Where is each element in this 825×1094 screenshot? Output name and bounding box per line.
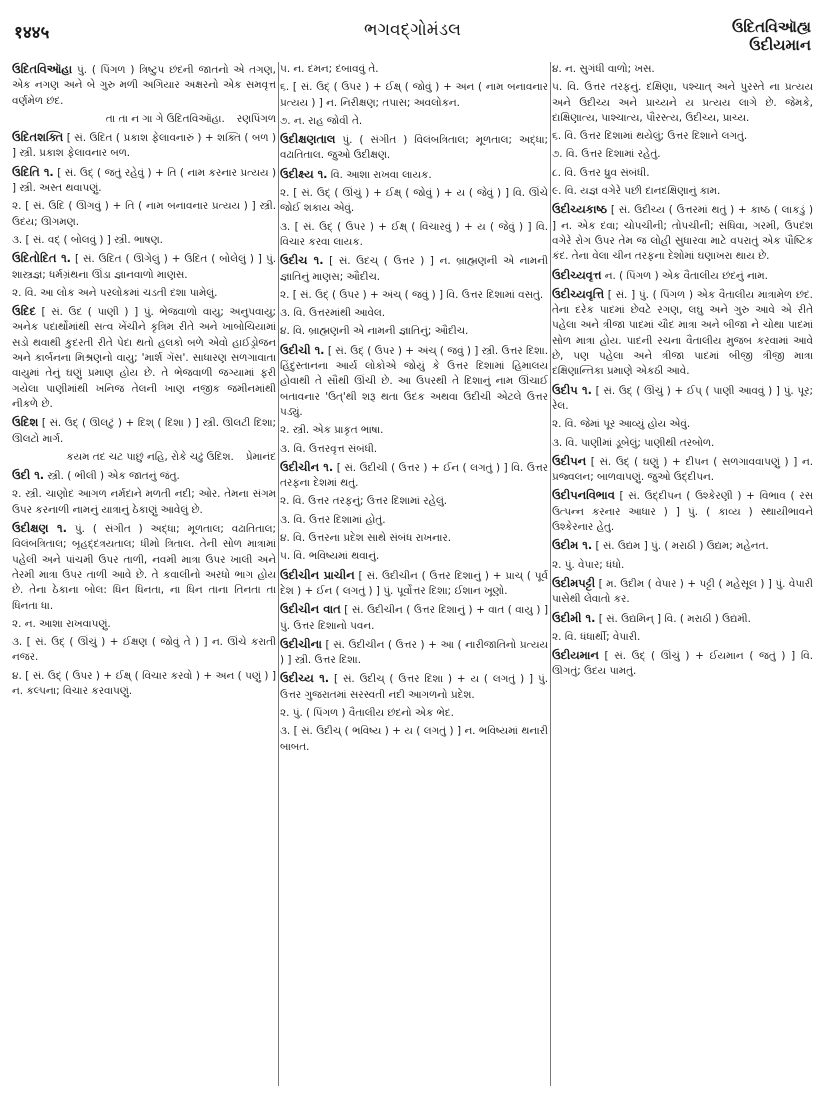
dictionary-entry bbox=[12, 251, 276, 283]
definition-text: ૩. વિ. ઉત્તરવૃત્ત સંબંધી. bbox=[280, 442, 378, 455]
headword: ઉદીચ્યવૃત્તિ bbox=[552, 286, 605, 301]
sense-entry bbox=[12, 487, 276, 518]
sense-entry bbox=[280, 549, 548, 564]
headword: ઉદીક્ષ્ય ૧. bbox=[280, 166, 328, 181]
definition-text: [ સં. ઉદ્ ( ઊંચું ) + ઈપ્ ( પાણી આવવું ) ] પું. પૂર; રેલ. bbox=[552, 384, 813, 412]
column-2 bbox=[280, 62, 548, 1086]
guide-word-last: ઉદીયમાન bbox=[749, 36, 811, 54]
sense-entry bbox=[12, 635, 276, 666]
sense-entry bbox=[552, 80, 813, 126]
headword: ઉદીક્ષણતાલ bbox=[280, 132, 336, 147]
dictionary-entry bbox=[280, 253, 548, 285]
definition-text: [ સં. ઉદિત ( ઊગેલું ) + ઉદિત ( બોલેલું ) ] પું. શાસ્ત્રજ્ઞ; ધર્મગ્રંથના ઊંડા જ્ઞાનવાળો માણસ. bbox=[12, 253, 276, 281]
dictionary-entry bbox=[12, 521, 276, 614]
dictionary-entry bbox=[280, 132, 548, 164]
headword: ઉદીપનવિભાવ bbox=[552, 488, 615, 503]
dictionary-entry bbox=[12, 130, 276, 162]
definition-text: ૪. [ સં. ઉદ્ ( ઉપર ) + ઈક્ષ્ ( વિચાર કરવો ) + અન ( પણું ) ] ન. કલ્પના; વિચાર કરવાપણું. bbox=[12, 669, 276, 697]
dictionary-entry bbox=[552, 648, 813, 680]
column-1 bbox=[12, 62, 276, 1086]
headword: ઉદીચીન પ્રાચીન bbox=[280, 567, 355, 582]
definition-text: ૪. ન. સુગંધી વાળો; ખસ. bbox=[552, 63, 655, 75]
sense-entry bbox=[280, 706, 548, 721]
definition-text: ૨. [ સં. ઉદ્ ( ઊંચું ) + ઈક્ષ્ ( જોવું ) + ય ( જેવું ) ] વિ. ઊંચે જોઈ શકાય એવું. bbox=[280, 187, 548, 215]
sense-entry bbox=[280, 80, 548, 111]
definition-text: ૩. વિ. ઉત્તરમાંથી આવેલ. bbox=[280, 307, 386, 320]
definition-text: [ સં. ઉદ્ ( ઊંચું ) + ઈયમાન ( જતું ) ] વિ. ઊગતું; ઉદય પામતું. bbox=[552, 650, 813, 678]
definition-text: ૫. વિ. ભવિષ્યમાં થવાનું. bbox=[280, 550, 380, 563]
dictionary-entry bbox=[280, 167, 548, 183]
headword: ઉદીમી ૧. bbox=[552, 610, 596, 625]
headword: ઉદીચ્યકાષ્ઠ bbox=[552, 202, 608, 217]
column-3 bbox=[552, 62, 813, 1086]
definition-text: ૩. [ સં. વદ્ ( બોલવું ) ] સ્ત્રી. ભાષણ. bbox=[12, 233, 163, 246]
definition-text: વિ. આશા રાખવા લાયક. bbox=[327, 168, 432, 181]
dictionary-entry bbox=[280, 460, 548, 492]
headword: ઉદીચી ૧. bbox=[280, 342, 325, 357]
headword: ઉદીપ ૧. bbox=[552, 382, 592, 397]
dictionary-entry bbox=[552, 488, 813, 535]
headword: ઉદીચ ૧. bbox=[280, 253, 324, 268]
headword: ઉદિતિ ૧. bbox=[12, 164, 54, 179]
headword: ઉદિદ bbox=[12, 304, 36, 319]
definition-text: પું. ( સંગીત ) અદ્ધા; મૂળતાલ; વઢાતિતાલ; વિલંબત્રિતાલ; બૃહદ્દત્રયતાલ; ધીમો ત્રિતાલ. તેની સોળ માત્રામાં પહેલી અને પાંચમી ઉપર તાળી, નવમી માત્રા ઉપર ખાલી અને તેરમી માત્રા ઉપર તાળી આવે છે. તે કવાલીનો અરધો ભાગ હોય છે. તેના ઠેકાના બોલ: ધિન ધિનતા, ના ધિન તાના તિનતા તા ધિનતા ધા. bbox=[12, 523, 276, 612]
definition-text: ૨. વિ. જેમાં પૂર આવ્યું હોય એવું. bbox=[552, 418, 691, 431]
sense-entry bbox=[12, 617, 276, 632]
definition-text: [ સં. ઉદ્ ( ઉપર ) + અંચ્ ( જવું ) ] સ્ત્રી. ઉત્તર દિશા. હિંદુસ્તાનના આર્ય લોકોએ જોયું કે ઉત્તર દિશામાં હિમાલય હોવાથી તે સૌથી ઊંચી છે. આ ઉપરથી તે દિશાનું નામ ઊંચાઈ બતાવનાર 'ઉત્'થી શરૂ થતા ઉદક અથવા ઉદીચી એટલે ઉત્તર પડ્યું. bbox=[280, 344, 548, 418]
sense-entry bbox=[280, 324, 548, 339]
definition-text: [ સં. ઉદિત ( પ્રકાશ ફેલાવનારું ) + શક્તિ ( બળ ) ] સ્ત્રી. પ્રકાશ ફેલાવનાર બળ. bbox=[12, 132, 276, 160]
dictionary-entry bbox=[280, 671, 548, 703]
definition-text: ૫. ન. દમન; દબાવવું તે. bbox=[280, 63, 379, 75]
dictionary-entry bbox=[552, 454, 813, 486]
definition-text: ૯. વિ. યજ્ઞ વગેરે પછી દાનદક્ષિણાનું કામ. bbox=[552, 185, 721, 198]
sense-entry bbox=[280, 423, 548, 438]
guide-word-first: ઉદિતવિઑહ્ય bbox=[732, 18, 811, 36]
quote-text: તા તા ન ગા ગે ઉદિતવિઑહા. bbox=[105, 112, 225, 125]
sense-entry bbox=[280, 220, 548, 251]
definition-text: ૩. [ સં. ઉદ્ ( ઊંચું ) + ઈક્ષણ ( જોવું તે ) ] ન. ઊંચે કરાતી નજર. bbox=[12, 636, 276, 664]
dictionary-entry bbox=[12, 62, 276, 109]
sense-entry bbox=[12, 286, 276, 301]
definition-text: [ સં. ઉદીચ્ય ( ઉત્તરમાં થતું ) + કાષ્ઠ ( લાકડું ) ] ન. એક દવા; ચોપચીની; તોપચીની; સંધિવા, ગરમી, ઉપદંશ વગેરે રોગ ઉપર તેમ જ લોહી સુધારવા માટે વપરાતું એક પૌષ્ટિક કંદ. તેના વેલા ચીન તરફના દેશોમાં ઘણાખરા થાય છે. bbox=[552, 204, 813, 263]
headword: ઉદીચીના bbox=[280, 636, 322, 651]
headword: ઉદી ૧. bbox=[12, 468, 45, 483]
definition-text: [ સં. ઉદ્યમિન્ ] વિ. ( મરાઠી ) ઉદ્યમી. bbox=[595, 612, 751, 625]
definition-text: ૭. વિ. ઉત્તર દિશામાં રહેતું. bbox=[552, 148, 661, 161]
dictionary-entry bbox=[552, 287, 813, 380]
definition-text: ૫. વિ. ઉત્તર તરફનું. દક્ષિણા, પશ્ચાત્ અને પુરસ્તે ના પ્રત્યય અને ઉદીચ્ય અને પ્રાચ્યને ય પ્રત્યય લાગે છે. જેમકે, દાક્ષિણાત્ય, પાશ્ચાત્ય, પૌરસ્ત્ય, ઉદીચ્ય, પ્રાચ્ય. bbox=[552, 81, 813, 124]
sense-entry bbox=[280, 114, 548, 129]
definition-text: ૨. ન. આશા રાખવાપણું. bbox=[12, 617, 111, 630]
dictionary-entry bbox=[280, 637, 548, 669]
definition-text: ૨. વિ. આ લોક અને પરલોકમાં ચડતી દશા પામેલું. bbox=[12, 286, 218, 299]
headword: ઉદીચીન વાત bbox=[280, 602, 341, 617]
quote-text: કયમ તદ ચટ પાછું નહિ, રોકે ચઢું ઉદિશ. bbox=[66, 450, 234, 463]
definition-text: સ્ત્રી. ( ભીલી ) એક જાતનું જંતુ. bbox=[44, 470, 180, 483]
headword: ઉદિતોદિત ૧. bbox=[12, 251, 71, 266]
definition-text: ૩. વિ. પાણીમાં ડૂબેલું; પાણીથી તરબોળ. bbox=[552, 436, 715, 449]
dictionary-entry bbox=[12, 468, 276, 484]
definition-text: [ મ. ઉદીમ ( વેપાર ) + પટ્ટી ( મહેસૂલ ) ] પું. વેપારી પાસેથી લેવાતો કર. bbox=[552, 577, 813, 606]
guide-words bbox=[732, 18, 811, 54]
definition-text: [ સં. ઉદીચી ( ઉત્તર ) + ઈન ( લગતું ) ] વિ. ઉત્તર તરફના દેશમાં થતું. bbox=[280, 461, 548, 490]
sense-entry bbox=[552, 436, 813, 451]
definition-text: [ સં. ઉદીચીન ( ઉત્તર દિશાનું ) + પ્રાચ્ ( પૂર્વ દેશ ) + ઈન ( લગતું ) ] પું. પૂર્વોત્તર દિશા; ઈશાન ખૂણો. bbox=[280, 569, 548, 597]
sense-entry bbox=[12, 669, 276, 700]
headword: ઉદીમપટ્ટી bbox=[552, 575, 596, 590]
definition-text: ૨. વિ. ઉત્તર તરફનું; ઉત્તર દિશામાં રહેલું. bbox=[280, 495, 448, 508]
definition-text: પું. ( સંગીત ) વિલંબત્રિતાલ; મૂળતાલ; અદ્ધા; વઢાતિતાલ. જુઓ ઉદીક્ષણ. bbox=[280, 134, 548, 162]
definition-text: ૮. વિ. ઉત્તર ધ્રુવ સંબંધી. bbox=[552, 166, 650, 179]
dictionary-entry bbox=[552, 268, 813, 284]
definition-text: ૨. પું. ( પિંગળ ) વૈતાલીય છંદનો એક ભેદ. bbox=[280, 706, 454, 719]
definition-text: [ સં. ઉદ્ ( ઘણું ) + દીપન ( સળગાવવાપણું ) ] ન. પ્રજ્વલન; બાળવાપણું. જુઓ ઉદ્દીપન. bbox=[552, 455, 813, 484]
definition-text: [ સં. ઉદ્ ( ઊલટું ) + દિશ્ ( દિશા ) ] સ્ત્રી. ઊલટી દિશા; ઊલટો માર્ગ. bbox=[12, 417, 276, 445]
quote-source: રણપિંગળ bbox=[236, 112, 276, 125]
book-title: ભગવદ્ગોમંડલ bbox=[364, 20, 461, 40]
headword: ઉદિશ bbox=[12, 415, 39, 430]
definition-text: [ સં. ઉદ્ ( જતું રહેવું ) + તિ ( નામ કરનાર પ્રત્યય ) ] સ્ત્રી. અસ્ત થવાપણું. bbox=[12, 166, 276, 195]
sense-entry bbox=[552, 184, 813, 199]
dictionary-entry bbox=[280, 568, 548, 600]
definition-text: ૨. પું. વેપાર; ધંધો. bbox=[552, 558, 625, 571]
definition-text: ૨. સ્ત્રી. ચાણોદ આગળ નર્મદાને મળતી નદી; ઓર. તેમના સંગમ ઉપર કરનાળી નામનું યાત્રાનું ઠેકાણું આવેલું છે. bbox=[12, 488, 276, 516]
dictionary-entry bbox=[552, 576, 813, 608]
definition-text: ૩. [ સં. ઉદીચ્ ( ભવિષ્ય ) + ય ( લગતું ) ] ન. ભવિષ્યમાં થનારી બાબત. bbox=[280, 725, 548, 753]
headword: ઉદીયમાન bbox=[552, 648, 599, 663]
sense-entry bbox=[552, 147, 813, 162]
definition-text: ૨. [ સં. ઉદ્ ( ઉપર ) + અંચ્ ( જવું ) ] વિ. ઉત્તર દિશામાં વસતું. bbox=[280, 288, 544, 301]
definition-text: [ સં. ઉદ્દીપન ( ઉશ્કેરણી ) + વિભાવ ( રસ ઉત્પન્ન કરનાર આધાર ) ] પું. ( કાવ્ય ) સ્થાયીભાવને ઉશ્કેરનાર હેતુ. bbox=[552, 490, 813, 534]
headword: ઉદીચ્યવૃત્ત bbox=[552, 267, 602, 282]
sense-entry bbox=[280, 306, 548, 321]
dictionary-entry bbox=[552, 611, 813, 627]
page-number: १४४५ bbox=[14, 23, 50, 43]
definition-text: ૨. સ્ત્રી. એક પ્રાકૃત ભાષા. bbox=[280, 424, 384, 437]
definition-text: [ સં. ઉદ્યમ ] પું. ( મરાઠી ) ઉદ્યમ; મહેનત. bbox=[592, 540, 769, 553]
dictionary-entry bbox=[12, 304, 276, 412]
sense-entry bbox=[280, 513, 548, 528]
definition-text: ૨. [ સં. ઉદિ ( ઊગવું ) + તિ ( નામ બનાવનાર પ્રત્યય ) ] સ્ત્રી. ઉદય; ઊગમણ. bbox=[12, 200, 276, 228]
sense-entry bbox=[280, 494, 548, 509]
dictionary-entry bbox=[552, 383, 813, 415]
definition-text: [ સં. ઉદીચ્ ( ઉત્તર દિશા ) + ય ( લગતું ) ] પું. ઉત્તર ગુજરાતમાં સરસ્વતી નદી આગળનો પ્રદેશ. bbox=[280, 673, 548, 701]
definition-text: [ સં. ઉદીચીન ( ઉત્તર દિશાનું ) + વાત ( વાયુ ) ] પું. ઉત્તર દિશાનો પવન. bbox=[280, 604, 548, 632]
sense-entry bbox=[552, 166, 813, 181]
definition-text: [ સં. ઉદીચીન ( ઉત્તર ) + આ ( નારીજાતિનો પ્રત્યય ) ] સ્ત્રી. ઉત્તર દિશા. bbox=[280, 638, 548, 667]
quotation bbox=[12, 112, 276, 127]
headword: ઉદીચીન ૧. bbox=[280, 459, 334, 474]
sense-entry bbox=[552, 417, 813, 432]
sense-entry bbox=[280, 442, 548, 457]
definition-text: ન. ( પિંગળ ) એક વૈતાલીય છંદનું નામ. bbox=[601, 269, 768, 282]
sense-entry bbox=[12, 199, 276, 230]
dictionary-entry bbox=[280, 602, 548, 634]
quotation bbox=[12, 450, 276, 465]
definition-text: ૭. ન. રાહ જોવી તે. bbox=[280, 114, 363, 127]
headword: ઉદિતશક્તિ bbox=[12, 130, 64, 145]
sense-entry bbox=[280, 62, 548, 77]
sense-entry bbox=[280, 288, 548, 303]
definition-text: ૩. વિ. ઉત્તર દિશામાં હોતું. bbox=[280, 513, 386, 526]
definition-text: ૪. વિ. ઉત્તરના પ્રદેશ સાથે સંબંધ રાખનાર. bbox=[280, 532, 452, 545]
sense-entry bbox=[280, 724, 548, 755]
headword: ઉદીક્ષણ ૧. bbox=[12, 521, 67, 536]
definition-text: ૬. વિ. ઉત્તર દિશામાં થયેલું; ઉત્તર દિશાને લગતું. bbox=[552, 130, 748, 143]
definition-text: ૬. [ સં. ઉદ્ ( ઉપર ) + ઈક્ષ્ ( જોવું ) + અન ( નામ બનાવનાર પ્રત્યય ) ] ન. નિરીક્ષણ; તપાસ; અવલોકન. bbox=[280, 81, 548, 109]
headword: ઉદિતવિઑહા bbox=[12, 62, 73, 76]
sense-entry bbox=[552, 558, 813, 573]
sense-entry bbox=[280, 186, 548, 217]
dictionary-body bbox=[12, 62, 813, 1086]
quote-source: પ્રેમાનંદ bbox=[245, 450, 276, 463]
sense-entry bbox=[552, 62, 813, 77]
definition-text: પું. ( પિંગળ ) ત્રિષ્ટુપ છંદની જાતનો એ તગણ, એક નગણ અને બે ગુરુ મળી અગિયાર અક્ષરનો એક સમવૃત્ત વર્ણમેળ છંદ. bbox=[12, 64, 276, 107]
sense-entry bbox=[280, 531, 548, 546]
dictionary-entry bbox=[552, 202, 813, 264]
page-header bbox=[14, 18, 811, 54]
headword: ઉદીમ ૧. bbox=[552, 538, 593, 553]
definition-text: ૨. વિ. ધંધાર્થી; વેપારી. bbox=[552, 630, 641, 643]
sense-entry bbox=[12, 233, 276, 248]
definition-text: [ સં. ઉદચ્ ( ઉત્તર ) ] ન. બ્રાહ્મણની એ નામની જ્ઞાતિનું માણસ; ઔદીચ. bbox=[280, 255, 548, 283]
sense-entry bbox=[552, 129, 813, 144]
headword: ઉદીપન bbox=[552, 453, 587, 468]
dictionary-entry bbox=[12, 165, 276, 197]
headword: ઉદીચ્ય ૧. bbox=[280, 671, 330, 686]
definition-text: [ સં. ઉદ ( પાણી ) ] પું. ભેજવાળો વાયુ; અનુપવાયુ; અનેક પદાર્થોમાંથી સત્વ ખેંચીને કૃત્રિમ રીતે અને ખાબોચિયામાં સડો થવાથી કુદરતી રીતે પેદા થતો હલકો બળે એવો હાઈડ્રોજન અને કાર્બનના મિશ્રણનો વાયુ; 'માર્શ ગૅસ'. સાધારણ સળગાવાતા વાયુમાં તેનું ઘણું પ્રમાણ હોય છે. તે ભેજવાળી જગ્યામાં ફરી ગયેલા પાણીમાંથી ખનિજ તેલની ખાણ નજીક જમીનમાંથી નીકળે છે. bbox=[12, 306, 276, 410]
dictionary-entry bbox=[552, 538, 813, 554]
definition-text: ૪. વિ. બ્રાહ્મણની એ નામની જ્ઞાતિનું; ઔદીચ. bbox=[280, 325, 469, 338]
definition-text: ૩. [ સં. ઉદ્ ( ઉપર ) + ઈક્ષ્ ( વિચારવું ) + ય ( જેવું ) ] વિ. વિચાર કરવા લાયક. bbox=[280, 220, 548, 248]
dictionary-entry bbox=[280, 343, 548, 420]
dictionary-entry bbox=[12, 415, 276, 447]
sense-entry bbox=[552, 630, 813, 645]
definition-text: [ સં. ] પું. ( પિંગળ ) એક વૈતાલીય માત્રામેળ છંદ. તેના દરેક પાદમાં છેવટે રગણ, લઘુ અને ગુરુ આવે એ રીતે પહેલા અને ત્રીજા પાદમાં ચૌદ માત્રા અને બીજા ને ચોથા પાદમાં સોળ માત્રા હોય. પાદની રચના વૈતાલીય મુજબ કરવામાં આવે છે, પણ પહેલા અને ત્રીજા પાદમાં બીજી ત્રીજી માત્રા દક્ષિણાન્તિકા પ્રમાણે એકઠી આવે. bbox=[552, 288, 813, 378]
